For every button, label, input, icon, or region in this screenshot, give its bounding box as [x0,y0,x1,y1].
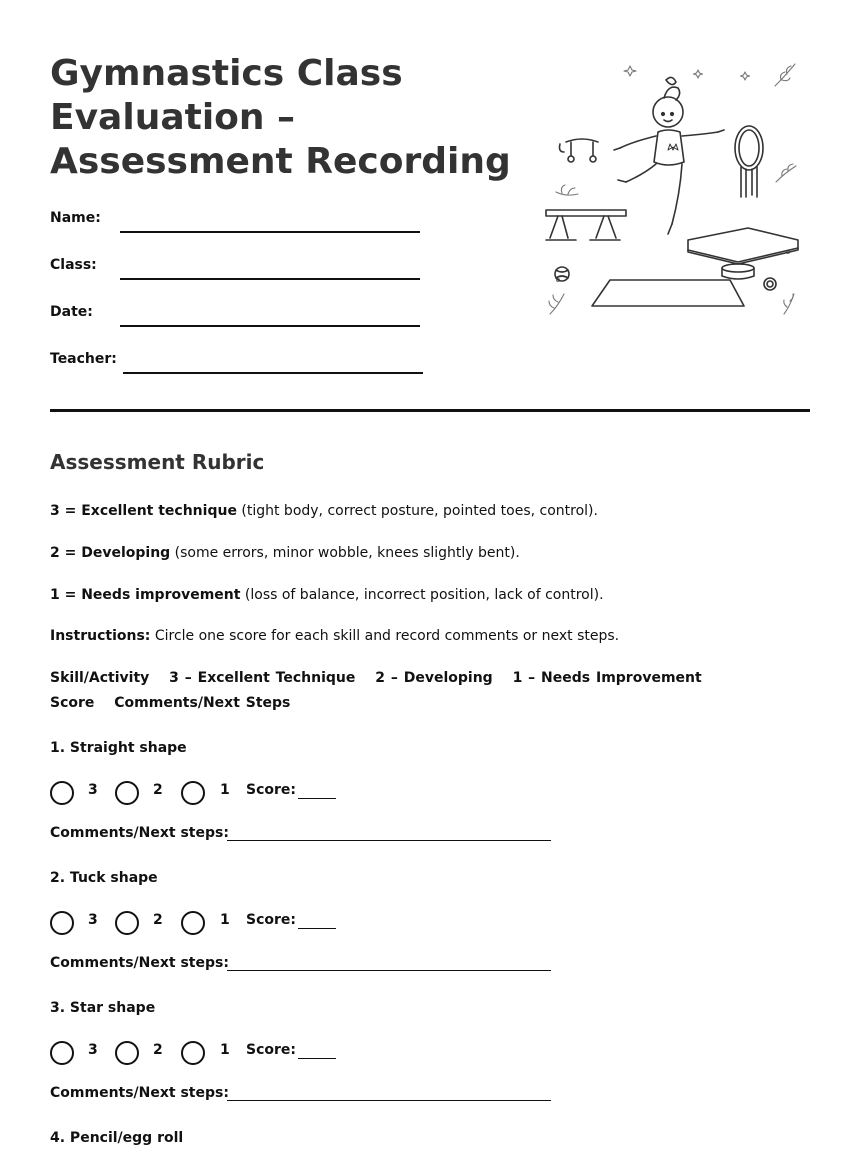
gymnast-illustration-icon [538,52,808,324]
instructions-text: Circle one score for each skill and record comments or next steps. [150,628,620,644]
name-label: Name: [50,210,101,226]
score-field[interactable] [298,928,336,929]
score-1-label: 1 [220,912,230,928]
score-3-radio[interactable] [50,911,74,935]
rubric-item-label: 2 = Developing [50,545,171,561]
score-field[interactable] [298,1058,336,1059]
rubric-item-2 [50,541,520,565]
section-divider [50,409,810,412]
score-1-label: 1 [220,782,230,798]
table-header [50,666,750,716]
rubric-item-desc: (tight body, correct posture, pointed toes, control). [236,503,598,519]
header-score: Score [50,695,95,711]
comment-label: Comments/Next steps: [50,825,229,841]
score-label: Score: [246,782,296,798]
rubric-item-desc: (loss of balance, incorrect position, lack of control). [240,587,604,603]
header-needs-improvement: 1 – Needs Improvement [512,670,702,686]
comment-label: Comments/Next steps: [50,955,229,971]
rubric-item-1 [50,583,604,607]
comment-field[interactable] [227,840,551,841]
comment-field[interactable] [227,1100,551,1101]
teacher-label: Teacher: [50,351,117,367]
header-excellent: 3 – Excellent Technique [169,670,356,686]
score-2-radio[interactable] [115,911,139,935]
score-3-radio[interactable] [50,781,74,805]
skill-title: 2. Tuck shape [50,870,158,886]
score-2-radio[interactable] [115,1041,139,1065]
class-label: Class: [50,257,97,273]
score-3-label: 3 [88,912,98,928]
comment-field[interactable] [227,970,551,971]
skill-title: 4. Pencil/egg roll [50,1130,184,1146]
score-1-label: 1 [220,1042,230,1058]
header-developing: 2 – Developing [375,670,493,686]
rubric-item-desc: (some errors, minor wobble, knees slightly bent). [170,545,520,561]
rubric-item-label: 1 = Needs improvement [50,587,241,603]
class-field[interactable] [120,278,420,280]
score-2-label: 2 [153,782,163,798]
score-3-label: 3 [88,782,98,798]
rubric-item-label: 3 = Excellent technique [50,503,237,519]
score-field[interactable] [298,798,336,799]
comment-label: Comments/Next steps: [50,1085,229,1101]
rubric-item-3 [50,499,598,523]
header-skill: Skill/Activity [50,670,150,686]
score-3-label: 3 [88,1042,98,1058]
score-2-label: 2 [153,1042,163,1058]
score-2-label: 2 [153,912,163,928]
date-field[interactable] [120,325,420,327]
score-1-radio[interactable] [181,781,205,805]
score-label: Score: [246,912,296,928]
score-1-radio[interactable] [181,911,205,935]
instructions [50,624,619,648]
teacher-field[interactable] [123,372,423,374]
rubric-heading: Assessment Rubric [50,450,265,474]
score-2-radio[interactable] [115,781,139,805]
score-1-radio[interactable] [181,1041,205,1065]
score-label: Score: [246,1042,296,1058]
page-title: Gymnastics Class Evaluation – Assessment Recording [50,53,511,182]
header-comments: Comments/Next Steps [114,695,291,711]
skill-title: 3. Star shape [50,1000,156,1016]
date-label: Date: [50,304,93,320]
score-3-radio[interactable] [50,1041,74,1065]
instructions-label: Instructions: [50,628,151,644]
skill-title: 1. Straight shape [50,740,187,756]
name-field[interactable] [120,231,420,233]
